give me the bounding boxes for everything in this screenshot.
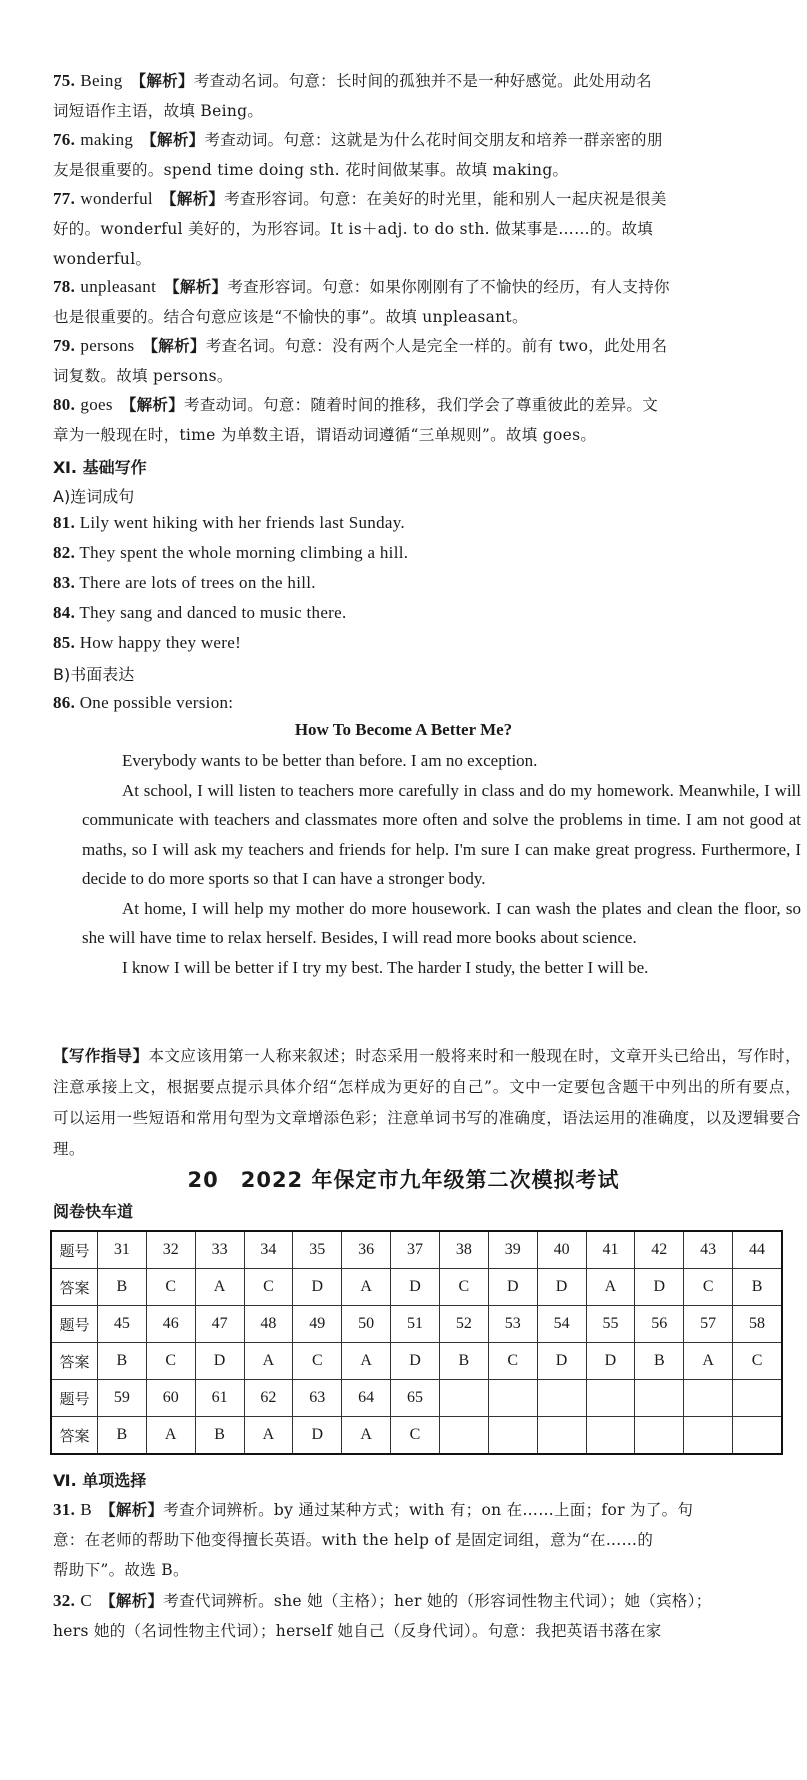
answer-letter-cell: B: [195, 1417, 244, 1455]
question-number-cell: 63: [293, 1380, 342, 1417]
question-number-cell: [684, 1380, 733, 1417]
question-number-cell: 42: [635, 1231, 684, 1269]
part-b-heading: B)书面表达: [53, 665, 135, 684]
row-label: 题号: [51, 1380, 97, 1417]
answer-letter-cell: C: [293, 1343, 342, 1380]
question-number-cell: 35: [293, 1231, 342, 1269]
answer-letter-cell: A: [342, 1417, 391, 1455]
question-number-cell: 40: [537, 1231, 586, 1269]
question-number-cell: 51: [391, 1306, 440, 1343]
question-number-cell: [488, 1380, 537, 1417]
quick-answer-heading: 阅卷快车道: [53, 1202, 134, 1221]
answer-letter-cell: [684, 1417, 733, 1455]
answer-letter-cell: B: [97, 1343, 146, 1380]
answer-letter-cell: C: [146, 1343, 195, 1380]
answer-letter-cell: [537, 1417, 586, 1455]
answer-letter-cell: B: [635, 1343, 684, 1380]
answer-table: [50, 1230, 783, 1455]
answer-letter-cell: D: [586, 1343, 635, 1380]
question-number-cell: 36: [342, 1231, 391, 1269]
question-number-cell: 61: [195, 1380, 244, 1417]
row-label: 答案: [51, 1417, 97, 1455]
section-heading-xi: Ⅺ. 基础写作: [53, 458, 147, 477]
sentence-list: [53, 508, 801, 658]
essay-title: How To Become A Better Me?: [294, 720, 513, 739]
sentence-item: 83. There are lots of trees on the hill.: [53, 573, 316, 592]
question-number-cell: 33: [195, 1231, 244, 1269]
question-number-cell: 62: [244, 1380, 293, 1417]
answer-letter-cell: D: [293, 1269, 342, 1306]
question-number-cell: 31: [97, 1231, 146, 1269]
question-number-cell: 50: [342, 1306, 391, 1343]
sentence-item: 82. They spent the whole morning climbing a hill.: [53, 543, 409, 562]
row-label: 答案: [51, 1343, 97, 1380]
answer-item-78: 78. unpleasant 【解析】考查形容词。句意：如果你刚刚有了不愉快的经历，有人支持你 也是很重要的。结合句意应该是“不愉快的事”。故填 unpleasant。: [53, 277, 670, 326]
question-number-cell: 64: [342, 1380, 391, 1417]
answer-letter-cell: A: [342, 1343, 391, 1380]
question-number-cell: 55: [586, 1306, 635, 1343]
sentence-item: 84. They sang and danced to music there.: [53, 603, 347, 622]
answer-letter-cell: C: [244, 1269, 293, 1306]
sentence-item: 81. Lily went hiking with her friends last Sunday.: [53, 513, 405, 532]
question-number-cell: 57: [684, 1306, 733, 1343]
answer-letter-cell: A: [342, 1269, 391, 1306]
question-number-cell: 46: [146, 1306, 195, 1343]
answer-letter-cell: D: [293, 1417, 342, 1455]
answer-letter-cell: C: [439, 1269, 488, 1306]
answer-item-86: 86. One possible version:: [53, 693, 234, 712]
question-number-cell: 65: [391, 1380, 440, 1417]
question-number-cell: 49: [293, 1306, 342, 1343]
essay-paragraph: At home, I will help my mother do more housework. I can wash the plates and clean the floor, so she will have time to relax herself. Besides, I will read more books about science.: [82, 898, 801, 947]
answer-letter-cell: D: [391, 1269, 440, 1306]
part-a-heading: A)连词成句: [53, 487, 135, 506]
answer-item-77: 77. wonderful 【解析】考查形容词。句意：在美好的时光里，能和别人一起庆祝是很美 好的。wonderful 美好的，为形容词。It is＋adj. to do sth. 做某事是……的。故填 wonderful。: [53, 189, 667, 268]
question-number-cell: [439, 1380, 488, 1417]
question-number-cell: 39: [488, 1231, 537, 1269]
table-row: [51, 1231, 782, 1269]
answer-letter-cell: A: [684, 1343, 733, 1380]
section-heading-vi: Ⅵ. 单项选择: [53, 1471, 147, 1490]
question-number-cell: [635, 1380, 684, 1417]
question-number-cell: 53: [488, 1306, 537, 1343]
answer-item-76: 76. making 【解析】考查动词。句意：这就是为什么花时间交朋友和培养一群亲密的朋 友是很重要的。spend time doing sth. 花时间做某事。故填 making。: [53, 130, 663, 179]
answer-letter-cell: [488, 1417, 537, 1455]
answer-letter-cell: A: [244, 1343, 293, 1380]
essay-paragraph: Everybody wants to be better than before. I am no exception.: [122, 751, 538, 770]
question-number-cell: 58: [733, 1306, 782, 1343]
answer-item-31: 31. B 【解析】考查介词辨析。by 通过某种方式；with 有；on 在……上面；for 为了。句 意：在老师的帮助下他变得擅长英语。with the help of 是固定词组，意为“在……的 帮助下”。故选 B。: [53, 1500, 694, 1579]
writing-guide: 【写作指导】本文应该用第一人称来叙述；时态采用一般将来时和一般现在时，文章开头已给出，写作时，注意承接上文，根据要点提示具体介绍“怎样成为更好的自己”。文中一定要包含题干中列出的所有要点，可以运用一些短语和常用句型为文章增添色彩；注意单词书写的准确度，语法运用的准确度，以及逻辑要合理。: [53, 1046, 802, 1158]
question-number-cell: 60: [146, 1380, 195, 1417]
question-number-cell: 34: [244, 1231, 293, 1269]
question-number-cell: 43: [684, 1231, 733, 1269]
question-number-cell: 48: [244, 1306, 293, 1343]
answer-letter-cell: C: [684, 1269, 733, 1306]
answer-letter-cell: B: [439, 1343, 488, 1380]
answer-item-75: 75. Being 【解析】考查动名词。句意：长时间的孤独并不是一种好感觉。此处用动名 词短语作主语，故填 Being。: [53, 71, 652, 120]
row-label: 题号: [51, 1306, 97, 1343]
table-row: [51, 1380, 782, 1417]
answer-letter-cell: B: [97, 1417, 146, 1455]
question-number-cell: 45: [97, 1306, 146, 1343]
question-number-cell: 56: [635, 1306, 684, 1343]
row-label: 答案: [51, 1269, 97, 1306]
answer-letter-cell: B: [733, 1269, 782, 1306]
answer-letter-cell: C: [146, 1269, 195, 1306]
answer-letter-cell: [733, 1417, 782, 1455]
question-number-cell: 38: [439, 1231, 488, 1269]
answer-letter-cell: A: [586, 1269, 635, 1306]
essay-paragraph: I know I will be better if I try my best. The harder I study, the better I will be.: [122, 957, 649, 977]
question-number-cell: [733, 1380, 782, 1417]
question-number-cell: 37: [391, 1231, 440, 1269]
answer-item-80: 80. goes 【解析】考查动词。句意：随着时间的推移，我们学会了尊重彼此的差异。文 章为一般现在时，time 为单数主语，谓语动词遵循“三单规则”。故填 goes。: [53, 395, 659, 444]
answer-letter-cell: A: [195, 1269, 244, 1306]
answer-letter-cell: B: [97, 1269, 146, 1306]
question-number-cell: [537, 1380, 586, 1417]
exam-section-title: 20 2022 年保定市九年级第二次模拟考试: [187, 1168, 620, 1192]
answer-letter-cell: D: [488, 1269, 537, 1306]
table-row: [51, 1417, 782, 1455]
row-label: 题号: [51, 1231, 97, 1269]
table-row: [51, 1343, 782, 1380]
essay-paragraph: At school, I will listen to teachers more carefully in class and do my homework. Meanwhile, I will communicate with teachers and classmates more often and solve the problems in time. I am not good at maths, so I will ask my teachers and friends for help. I'm sure I can make great progress. Furthermore, I decide to do more sports so that I can have a stronger body.: [82, 780, 801, 888]
question-number-cell: 41: [586, 1231, 635, 1269]
answer-letter-cell: [635, 1417, 684, 1455]
question-number-cell: 54: [537, 1306, 586, 1343]
question-number-cell: 52: [439, 1306, 488, 1343]
sentence-item: 85. How happy they were!: [53, 633, 242, 652]
question-number-cell: 47: [195, 1306, 244, 1343]
answer-letter-cell: C: [733, 1343, 782, 1380]
answer-item-79: 79. persons 【解析】考查名词。句意：没有两个人是完全一样的。前有 two，此处用名 词复数。故填 persons。: [53, 336, 668, 385]
answer-letter-cell: A: [146, 1417, 195, 1455]
answer-letter-cell: [439, 1417, 488, 1455]
answer-letter-cell: C: [488, 1343, 537, 1380]
answer-letter-cell: [586, 1417, 635, 1455]
question-number-cell: 44: [733, 1231, 782, 1269]
answer-letter-cell: D: [195, 1343, 244, 1380]
answer-letter-cell: C: [391, 1417, 440, 1455]
answer-letter-cell: A: [244, 1417, 293, 1455]
answer-item-32: 32. C 【解析】考查代词辨析。she 她（主格）；her 她的（形容词性物主代词）；她（宾格）； hers 她的（名词性物主代词）；herself 她自己（反身代词）。句意：我把英语书落在家: [53, 1591, 712, 1640]
question-number-cell: 32: [146, 1231, 195, 1269]
answer-letter-cell: D: [391, 1343, 440, 1380]
question-number-cell: 59: [97, 1380, 146, 1417]
table-row: [51, 1269, 782, 1306]
answer-letter-cell: D: [635, 1269, 684, 1306]
essay-body: [82, 746, 801, 982]
answer-letter-cell: D: [537, 1343, 586, 1380]
table-row: [51, 1306, 782, 1343]
answer-letter-cell: D: [537, 1269, 586, 1306]
question-number-cell: [586, 1380, 635, 1417]
